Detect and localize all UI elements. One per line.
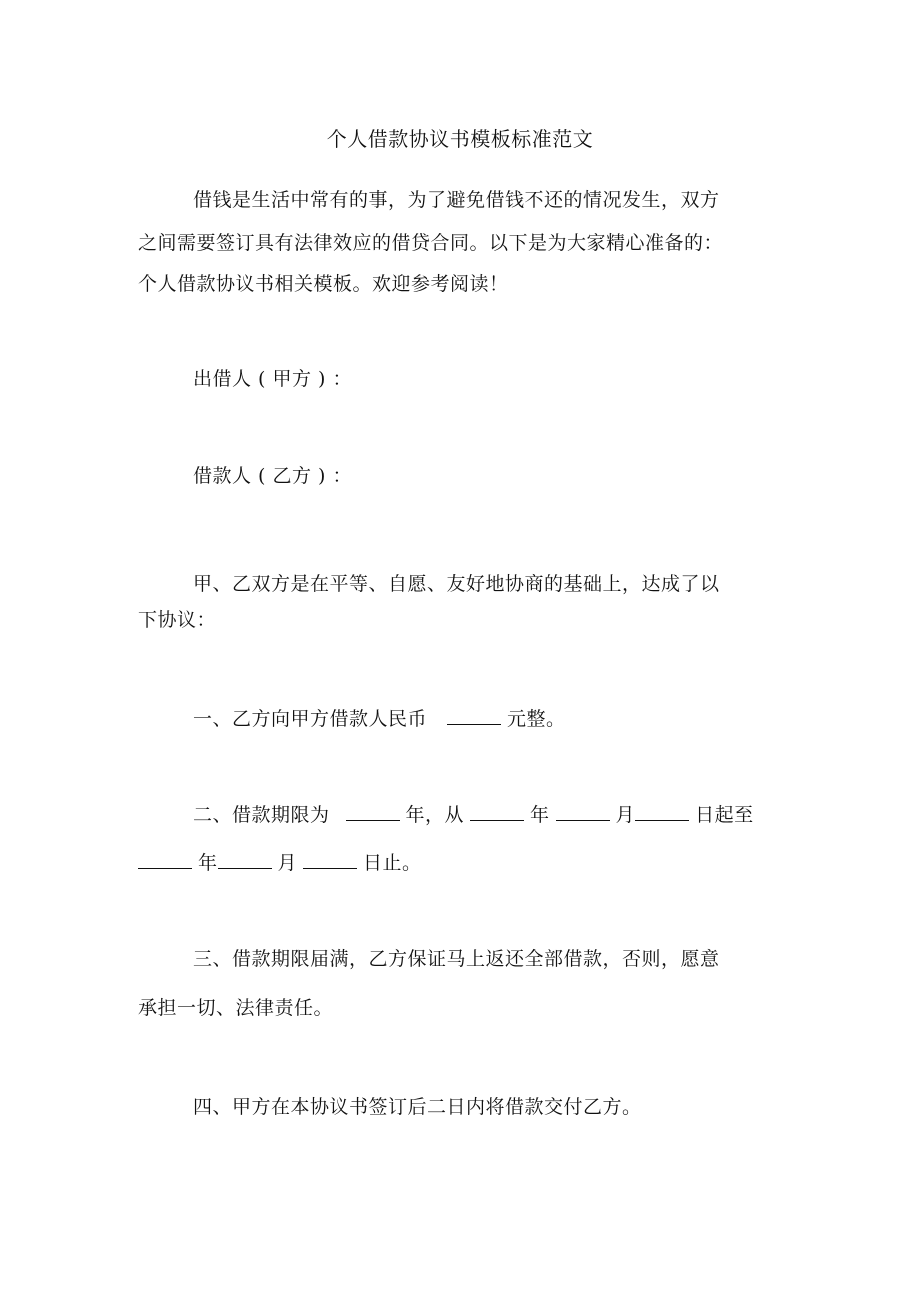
clause-2-year-unit: 年，从 <box>405 804 465 826</box>
start-month-blank[interactable] <box>556 802 610 821</box>
clause-2-year: 年 <box>530 804 550 826</box>
document-title: 个人借款协议书模板标准范文 <box>326 127 594 151</box>
clause-2-prefix: 二、借款期限为 <box>193 804 330 826</box>
clause-1-prefix: 一、乙方向甲方借款人民币 <box>193 708 428 730</box>
clause-2-year-2: 年 <box>198 852 218 874</box>
intro-line-2: 之间需要签订具有法律效应的借贷合同。以下是为大家精心准备的： <box>138 232 724 254</box>
lender-label: 出借人 ( 甲方 ) ： <box>193 368 352 390</box>
amount-blank[interactable] <box>447 706 501 725</box>
start-day-blank[interactable] <box>635 802 689 821</box>
clause-2-day-end: 日止。 <box>363 852 422 874</box>
clause-2-line-1 <box>193 802 754 827</box>
clause-3-line-1: 三、借款期限届满，乙方保证马上返还全部借款，否则，愿意 <box>193 948 720 970</box>
clause-2-month-2: 月 <box>277 852 298 874</box>
end-month-blank[interactable] <box>218 850 272 869</box>
clause-1-suffix: 元整。 <box>507 708 566 730</box>
borrower-label: 借款人 ( 乙方 ) ： <box>193 465 352 487</box>
clause-1 <box>193 706 566 731</box>
clause-2-day-from: 日起至 <box>695 804 754 826</box>
clause-3-line-2: 承担一切、法律责任。 <box>138 997 334 1019</box>
preamble-line-1: 甲、乙双方是在平等、自愿、友好地协商的基础上，达成了以 <box>193 573 720 595</box>
preamble-line-2: 下协议： <box>138 609 217 631</box>
intro-line-1: 借钱是生活中常有的事，为了避免借钱不还的情况发生，双方 <box>193 189 720 211</box>
term-years-blank[interactable] <box>346 802 400 821</box>
clause-2-line-2 <box>138 850 422 875</box>
intro-line-3: 个人借款协议书相关模板。欢迎参考阅读！ <box>138 273 509 295</box>
end-year-blank[interactable] <box>138 850 192 869</box>
clause-4: 四、甲方在本协议书签订后二日内将借款交付乙方。 <box>193 1096 642 1118</box>
start-year-blank[interactable] <box>470 802 524 821</box>
end-day-blank[interactable] <box>303 850 357 869</box>
clause-2-month: 月 <box>615 804 636 826</box>
